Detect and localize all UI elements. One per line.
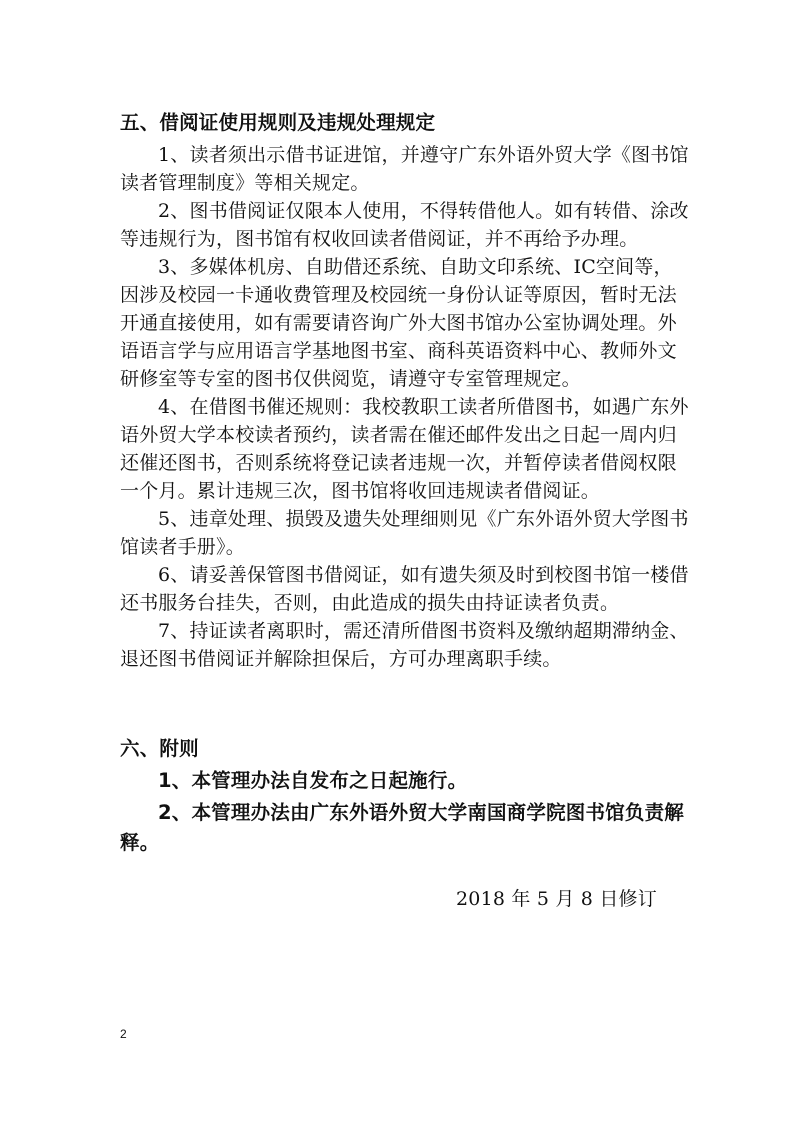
section-heading-5: 五、借阅证使用规则及违规处理规定 (120, 111, 436, 134)
paragraph-line: 3、多媒体机房、自助借还系统、自助文印系统、IC空间等， (158, 256, 673, 278)
section-heading-6: 六、附则 (120, 737, 199, 760)
paragraph-line: 研修室等专室的图书仅供阅览，请遵守专室管理规定。 (120, 368, 581, 390)
paragraph-line: 1、本管理办法自发布之日起施行。 (158, 769, 468, 792)
paragraph-line: 读者管理制度》等相关规定。 (120, 172, 370, 194)
paragraph-line: 释。 (120, 831, 160, 854)
paragraph-line: 一个月。累计违规三次，图书馆将收回违规读者借阅证。 (120, 480, 601, 502)
paragraph-line: 4、在借图书催还规则：我校教职工读者所借图书，如遇广东外 (158, 396, 689, 418)
page-number: 2 (120, 1027, 127, 1041)
paragraph-line: 语语言学与应用语言学基地图书室、商科英语资料中心、教师外文 (120, 340, 677, 362)
paragraph-line: 等违规行为，图书馆有权收回读者借阅证，并不再给予办理。 (120, 228, 639, 250)
paragraph-line: 馆读者手册》。 (120, 536, 245, 558)
paragraph-line: 1、读者须出示借书证进馆，并遵守广东外语外贸大学《图书馆 (158, 144, 689, 166)
paragraph-line: 6、请妥善保管图书借阅证，如有遗失须及时到校图书馆一楼借 (158, 564, 689, 586)
paragraph-line: 退还图书借阅证并解除担保后，方可办理离职手续。 (120, 648, 562, 670)
paragraph-line: 开通直接使用，如有需要请咨询广外大图书馆办公室协调处理。外 (120, 312, 677, 334)
paragraph-line: 5、违章处理、损毁及遗失处理细则见《广东外语外贸大学图书 (158, 508, 689, 530)
revision-date: 2018 年 5 月 8 日修订 (456, 888, 657, 910)
paragraph-line: 还书服务台挂失，否则，由此造成的损失由持证读者负责。 (120, 592, 620, 614)
paragraph-line: 2、本管理办法由广东外语外贸大学南国商学院图书馆负责解 (158, 801, 684, 824)
paragraph-line: 7、持证读者离职时，需还清所借图书资料及缴纳超期滞纳金、 (158, 620, 689, 642)
paragraph-line: 还催还图书，否则系统将登记读者违规一次，并暂停读者借阅权限 (120, 452, 677, 474)
paragraph-line: 2、图书借阅证仅限本人使用，不得转借他人。如有转借、涂改 (158, 200, 689, 222)
paragraph-line: 语外贸大学本校读者预约，读者需在催还邮件发出之日起一周内归 (120, 424, 677, 446)
paragraph-line: 因涉及校园一卡通收费管理及校园统一身份认证等原因，暂时无法 (120, 284, 677, 306)
